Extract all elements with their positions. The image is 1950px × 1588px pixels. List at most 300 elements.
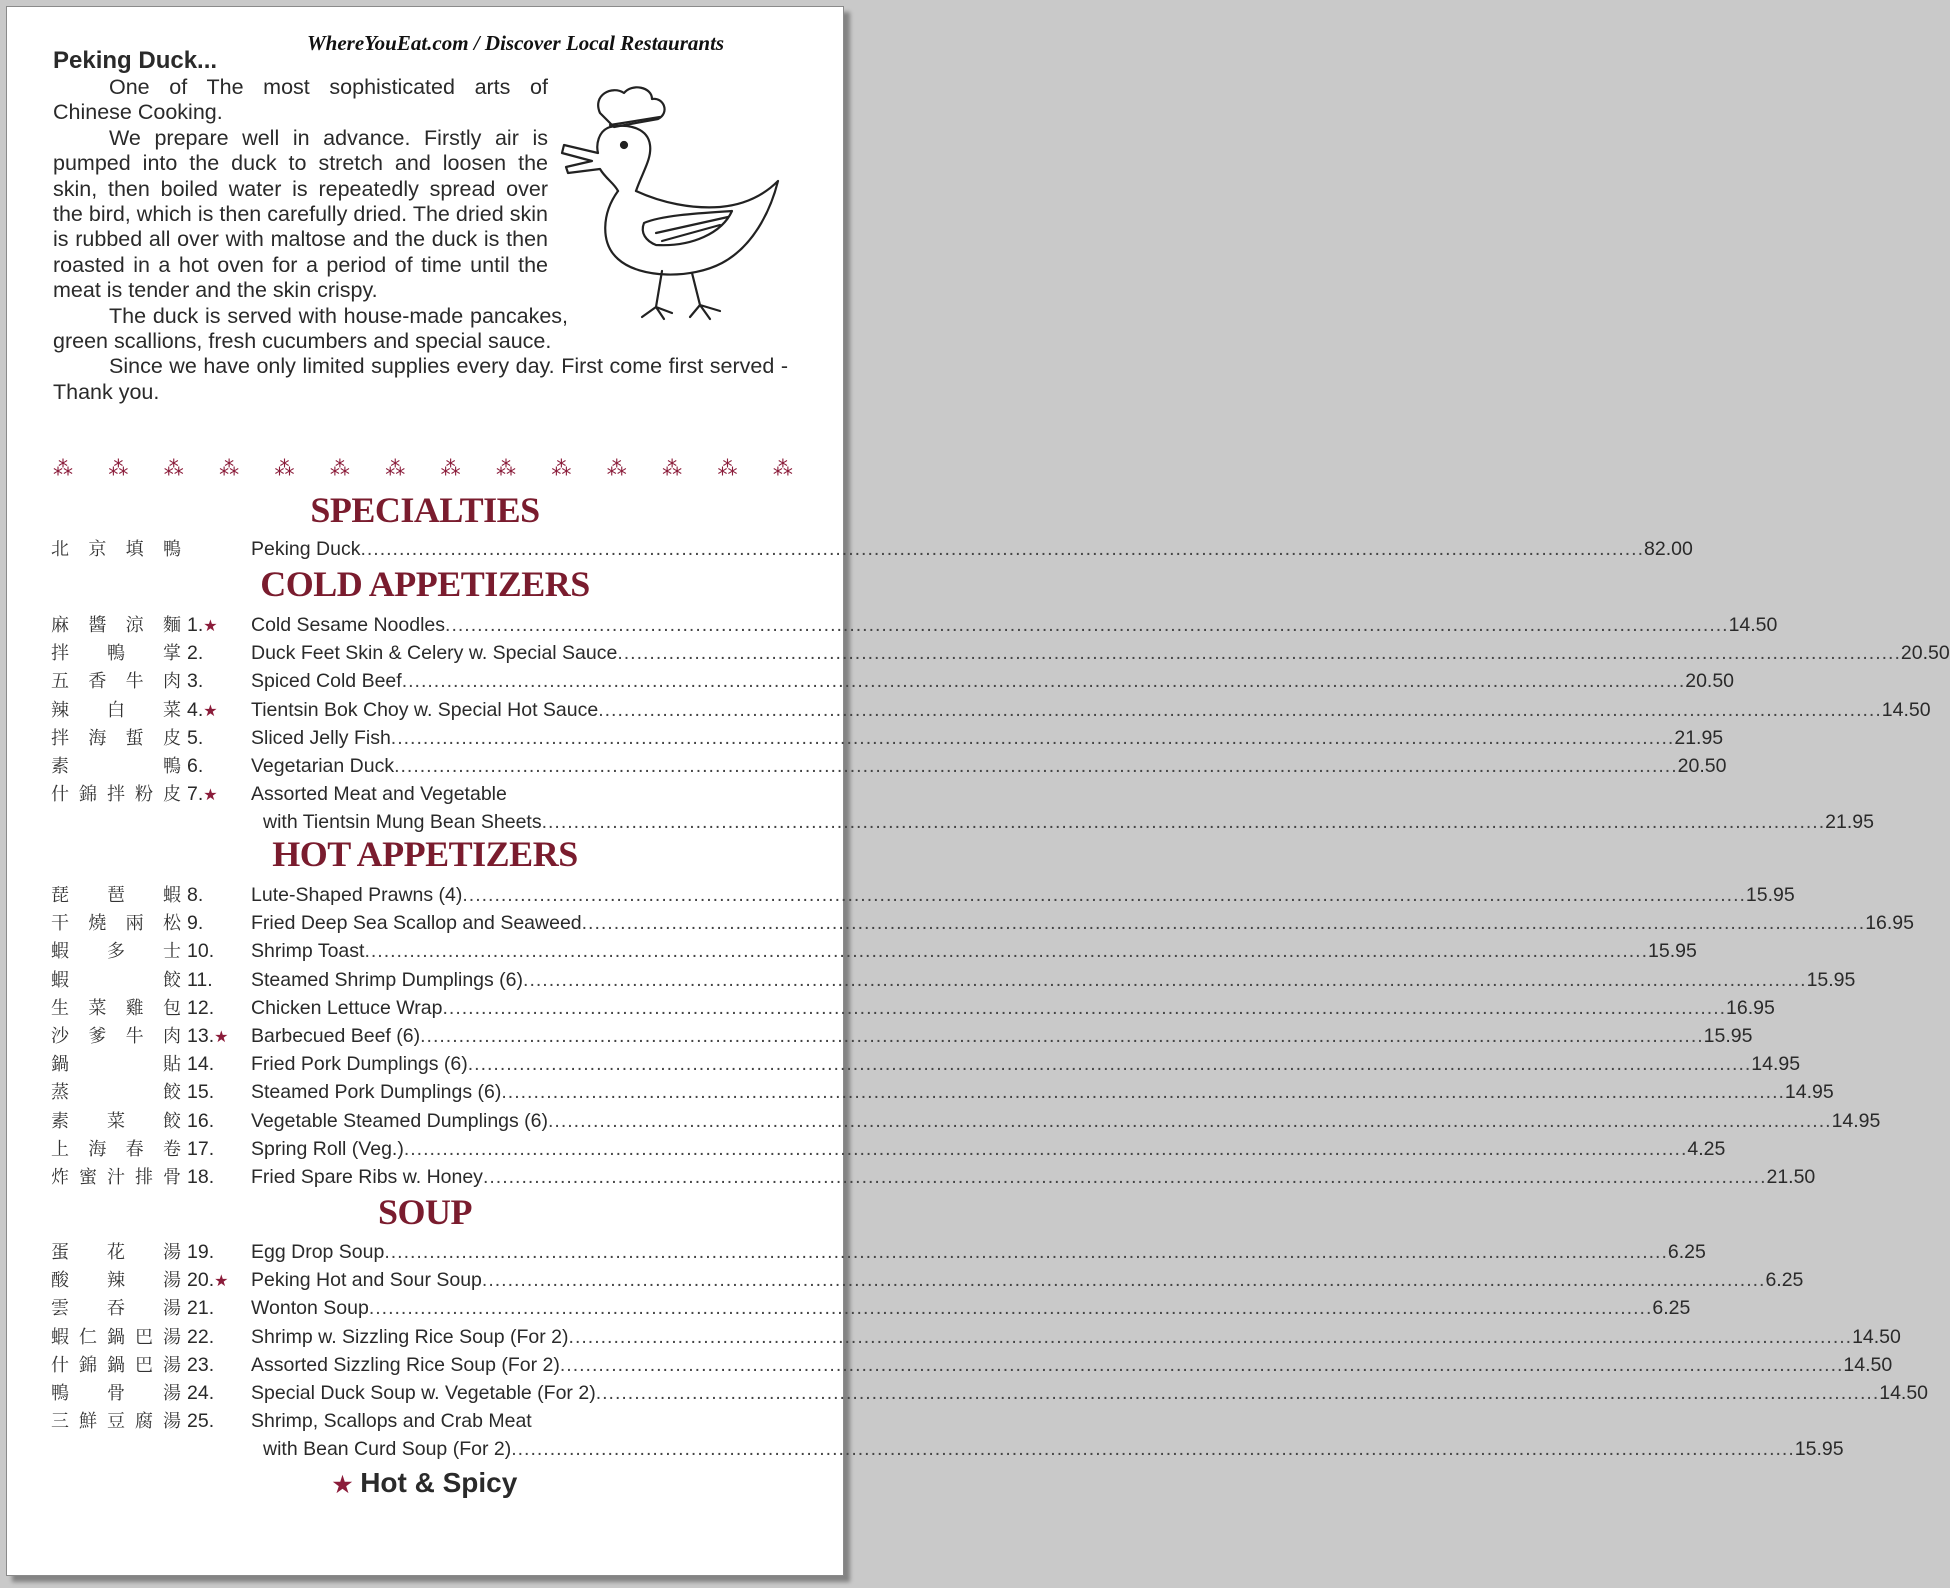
dot-leader: ........................................................................................................................................................................................................ (384, 1241, 1668, 1263)
chinese-character: 醬 (88, 615, 107, 635)
chinese-character: 琵 (51, 885, 69, 905)
menu-item (7, 1323, 1901, 1351)
item-name: Assorted Meat and Vegetable (251, 783, 507, 806)
chinese-name (51, 1266, 181, 1294)
item-name-line (251, 937, 1697, 965)
menu-item (7, 1266, 1804, 1294)
dot-leader: ........................................................................................................................................................................................................ (598, 698, 1882, 721)
star-icon: ★ (214, 1273, 229, 1291)
chinese-name (51, 611, 181, 639)
chinese-character: 蝦 (51, 1326, 69, 1347)
item-number-text: 20. (187, 1269, 215, 1292)
dot-leader: ........................................................................................................................................................................................................ (360, 538, 1645, 560)
chinese-character: 鴨 (162, 539, 181, 559)
item-name-line (251, 881, 1795, 909)
item-number (187, 1135, 227, 1163)
chinese-character: 蝦 (163, 885, 181, 905)
chinese-character: 拌 (51, 727, 69, 748)
chinese-character: 鴨 (107, 643, 125, 664)
chinese-name (51, 909, 181, 937)
item-name-line (251, 994, 1775, 1022)
chinese-name (51, 966, 181, 994)
item-number (187, 1238, 227, 1266)
item-number (187, 909, 227, 937)
item-name: Shrimp Toast (251, 940, 365, 963)
chinese-character: 蝦 (51, 941, 69, 962)
chinese-character: 菜 (107, 1110, 125, 1131)
chinese-character: 麵 (162, 615, 181, 635)
item-name: Steamed Pork Dumplings (6) (251, 1081, 502, 1104)
ornament-divider (53, 459, 793, 479)
item-name: Chicken Lettuce Wrap (251, 996, 443, 1019)
site-watermark: WhereYouEat.com / Discover Local Restaurants (307, 31, 725, 55)
item-number (187, 1294, 227, 1322)
section-title-cold-appetizers: COLD APPETIZERS (260, 564, 590, 604)
chinese-name (51, 1323, 181, 1351)
ornament-icon: ⁂ (53, 458, 73, 480)
chinese-character: 涼 (125, 615, 144, 635)
chinese-character: 菜 (163, 699, 181, 720)
item-name: Spiced Cold Beef (251, 670, 402, 693)
dot-leader: ........................................................................................................................................................................................................ (442, 996, 1727, 1019)
dot-leader: ........................................................................................................................................................................................................ (617, 642, 1901, 665)
dot-leader: ........................................................................................................................................................................................................ (482, 1166, 1767, 1188)
item-name: Fried Spare Ribs w. Honey (251, 1166, 483, 1188)
chinese-character: 蜜 (79, 1167, 97, 1187)
dot-leader: ........................................................................................................................................................................................................ (467, 1053, 1752, 1076)
item-name-line (251, 752, 1727, 780)
ornament-icon: ⁂ (163, 458, 184, 480)
menu-item (7, 1022, 1753, 1050)
dot-leader: ........................................................................................................................................................................................................ (368, 1297, 1653, 1320)
item-name: Shrimp, Scallops and Crab Meat (251, 1410, 532, 1433)
item-name: Steamed Shrimp Dumplings (6) (251, 968, 524, 991)
chinese-character: 汁 (107, 1167, 125, 1187)
menu-item (7, 1294, 1691, 1322)
chinese-name (51, 1107, 181, 1135)
chinese-character: 辣 (51, 699, 69, 720)
chinese-character: 牛 (125, 1026, 144, 1046)
chinese-character: 骨 (163, 1167, 181, 1187)
dot-leader: ........................................................................................................................................................................................................ (420, 1025, 1704, 1047)
chinese-character: 豆 (107, 1411, 125, 1432)
item-number-text: 16. (187, 1109, 215, 1132)
item-price: 14.95 (1751, 1053, 1801, 1076)
chinese-character: 兩 (125, 913, 144, 934)
item-price: 20.50 (1677, 755, 1727, 777)
menu-item (7, 1107, 1881, 1135)
item-price: 14.50 (1852, 1325, 1901, 1348)
dot-leader: ........................................................................................................................................................................................................ (581, 912, 1866, 935)
chinese-name (51, 1379, 181, 1407)
item-price: 14.50 (1881, 698, 1931, 721)
item-name-continuation: with Bean Curd Soup (For 2) (263, 1438, 512, 1461)
item-name: Spring Roll (Veg.) (251, 1137, 404, 1160)
item-number (187, 966, 227, 994)
chinese-character: 湯 (163, 1298, 181, 1319)
star-icon: ★ (203, 702, 218, 720)
item-number (187, 994, 227, 1022)
chinese-character: 蒸 (51, 1082, 69, 1103)
item-number-text: 5. (187, 726, 204, 749)
chinese-character: 士 (163, 941, 181, 962)
chinese-character: 爹 (88, 1026, 107, 1046)
section-title-soup: SOUP (377, 1192, 472, 1232)
chinese-name (51, 752, 181, 780)
menu-item (7, 909, 1914, 937)
menu-item (7, 966, 1856, 994)
chinese-character: 餃 (163, 1110, 181, 1131)
menu-item (7, 752, 1727, 780)
item-number-text: 8. (187, 884, 204, 906)
chinese-character: 皮 (162, 727, 181, 748)
item-price: 20.50 (1685, 670, 1735, 693)
item-name: Peking Duck (251, 538, 361, 560)
item-name: Sliced Jelly Fish (251, 726, 391, 749)
dot-leader: ........................................................................................................................................................................................................ (595, 1382, 1880, 1404)
item-price: 14.50 (1843, 1353, 1893, 1376)
star-icon: ★ (203, 618, 218, 635)
item-name-line (251, 1163, 1816, 1191)
section-title-specialties: SPECIALTIES (310, 490, 540, 530)
dot-leader: ........................................................................................................................................................................................................ (462, 884, 1746, 906)
item-price: 14.50 (1879, 1382, 1929, 1404)
item-number-text: 15. (187, 1081, 215, 1104)
item-name-line (251, 780, 771, 808)
ornament-icon: ⁂ (606, 458, 627, 480)
chinese-character: 仁 (79, 1326, 97, 1347)
star-icon: ★ (203, 787, 218, 805)
item-number (187, 1050, 227, 1078)
chinese-name (51, 1050, 181, 1078)
ornament-icon: ⁂ (662, 458, 683, 480)
item-name-line (251, 724, 1724, 752)
chinese-character: 拌 (51, 643, 69, 664)
chef-duck-illustration (552, 83, 787, 328)
dot-leader: ........................................................................................................................................................................................................ (394, 755, 1678, 777)
chinese-character: 骨 (107, 1383, 125, 1403)
dot-leader: ........................................................................................................................................................................................................ (548, 1109, 1832, 1132)
item-name: Wonton Soup (251, 1297, 369, 1320)
menu-item (7, 667, 1735, 695)
item-number (187, 1078, 227, 1106)
menu-item (7, 780, 843, 808)
chinese-name (51, 1294, 181, 1322)
chinese-character: 牛 (125, 671, 144, 692)
item-name-line (251, 909, 1914, 937)
chinese-character: 鴨 (51, 1383, 69, 1403)
chinese-character: 花 (107, 1242, 125, 1262)
item-number-text: 24. (187, 1382, 215, 1404)
chinese-character: 酸 (51, 1270, 69, 1291)
item-name-line (251, 1022, 1753, 1050)
dot-leader: ........................................................................................................................................................................................................ (403, 1137, 1688, 1160)
item-price: 15.95 (1794, 1438, 1844, 1461)
chinese-character: 素 (51, 756, 69, 776)
item-number-text: 2. (187, 642, 204, 665)
chinese-character: 鍋 (51, 1054, 69, 1075)
chinese-character: 干 (51, 913, 69, 934)
section-title-hot-appetizers: HOT APPETIZERS (272, 834, 578, 874)
item-name-line (251, 1294, 1691, 1322)
item-name-line (263, 1435, 1844, 1463)
chinese-character: 海 (88, 727, 107, 748)
chinese-character: 包 (162, 997, 181, 1018)
dot-leader: ........................................................................................................................................................................................................ (390, 726, 1675, 749)
chinese-name (51, 994, 181, 1022)
chinese-character: 湯 (163, 1354, 181, 1375)
item-number-text: 4. (187, 698, 204, 721)
item-number (187, 780, 227, 810)
item-number (187, 1022, 227, 1052)
item-name-line (251, 696, 1931, 724)
intro-paragraph-1: One of The most sophisticated arts of Chinese Cooking. (53, 75, 548, 125)
chinese-character: 香 (88, 671, 107, 692)
chinese-character: 素 (51, 1110, 69, 1131)
ornament-icon: ⁂ (496, 458, 516, 480)
item-name-line (251, 966, 1856, 994)
chinese-character: 多 (107, 941, 125, 962)
star-icon: ★ (332, 1472, 353, 1497)
item-number-text: 14. (187, 1053, 215, 1076)
chinese-name (51, 696, 181, 724)
chinese-character: 湯 (163, 1326, 181, 1347)
chinese-character: 菜 (88, 997, 107, 1018)
chinese-name (51, 1078, 181, 1106)
item-number (187, 696, 227, 726)
dot-leader: ........................................................................................................................................................................................................ (401, 670, 1686, 693)
star-icon: ★ (214, 1029, 229, 1046)
menu-page (6, 6, 1950, 1576)
item-name-line (251, 1050, 1801, 1078)
item-number (187, 1107, 227, 1135)
item-name: Vegetarian Duck (251, 755, 395, 777)
ornament-icon: ⁂ (440, 458, 461, 480)
chinese-name (51, 667, 181, 695)
item-number-text: 22. (187, 1325, 215, 1348)
chinese-character: 餃 (163, 969, 181, 990)
chinese-character: 鮮 (79, 1411, 97, 1432)
chinese-character: 鴨 (163, 756, 181, 776)
item-name-line (251, 667, 1735, 695)
item-name-line (251, 1107, 1881, 1135)
chinese-character: 肉 (162, 1026, 181, 1046)
chinese-character: 湯 (163, 1411, 181, 1432)
chinese-character: 三 (51, 1411, 69, 1432)
chinese-character: 肉 (162, 671, 181, 692)
dot-leader: ........................................................................................................................................................................................................ (523, 968, 1807, 991)
chinese-character: 北 (51, 539, 69, 559)
chinese-character: 湯 (163, 1242, 181, 1262)
ornament-icon: ⁂ (274, 458, 295, 480)
item-price: 6.25 (1667, 1241, 1706, 1263)
chinese-name (51, 1163, 181, 1191)
dot-leader: ........................................................................................................................................................................................................ (481, 1269, 1766, 1292)
item-number-text: 3. (187, 670, 204, 693)
item-number (187, 1351, 227, 1379)
chinese-character: 粉 (135, 784, 153, 805)
chinese-name (51, 1407, 181, 1435)
chinese-character: 腐 (135, 1411, 153, 1432)
item-price: 14.50 (1728, 614, 1778, 636)
chinese-character: 上 (51, 1138, 69, 1159)
item-name-line (251, 1379, 1929, 1407)
menu-item (7, 1135, 1726, 1163)
menu-item (7, 1163, 1816, 1191)
item-number-text: 9. (187, 912, 204, 935)
item-name-line (251, 611, 1778, 639)
item-name-line (251, 1266, 1804, 1294)
chinese-name (51, 1238, 181, 1266)
menu-item (7, 639, 1950, 667)
chinese-name (51, 1351, 181, 1379)
chinese-character: 生 (51, 997, 69, 1018)
ornament-icon: ⁂ (329, 458, 350, 480)
item-name: Fried Pork Dumplings (6) (251, 1053, 468, 1076)
chinese-character: 錦 (79, 1354, 97, 1375)
item-price: 16.95 (1726, 996, 1775, 1019)
menu-item (7, 535, 1693, 563)
chinese-name (51, 937, 181, 965)
item-price: 21.95 (1674, 726, 1724, 749)
item-number-text: 10. (187, 940, 215, 963)
chinese-character: 填 (125, 539, 144, 559)
item-number-text: 23. (187, 1353, 215, 1376)
dot-leader: ........................................................................................................................................................................................................ (541, 811, 1826, 834)
item-name-line (251, 1323, 1901, 1351)
item-name: Shrimp w. Sizzling Rice Soup (For 2) (251, 1325, 569, 1348)
chinese-name (51, 535, 181, 563)
chinese-character: 京 (88, 539, 107, 559)
item-name-line (251, 639, 1950, 667)
item-name: Assorted Sizzling Rice Soup (For 2) (251, 1353, 560, 1376)
menu-item (7, 994, 1775, 1022)
chinese-character: 炸 (51, 1167, 69, 1187)
dot-leader: ........................................................................................................................................................................................................ (568, 1325, 1853, 1348)
ornament-icon: ⁂ (772, 458, 793, 480)
chinese-character: 皮 (163, 784, 181, 805)
item-name-continuation: with Tientsin Mung Bean Sheets (263, 811, 542, 834)
item-name: Vegetable Steamed Dumplings (6) (251, 1109, 549, 1132)
chinese-name (51, 881, 181, 909)
item-number (187, 724, 227, 752)
menu-item (7, 611, 1778, 639)
item-name: Tientsin Bok Choy w. Special Hot Sauce (251, 698, 599, 721)
ornament-icon: ⁂ (219, 458, 240, 480)
item-name: Cold Sesame Noodles (251, 614, 446, 636)
item-number-text: 21. (187, 1297, 215, 1320)
chinese-character: 什 (51, 1354, 69, 1375)
item-name: Egg Drop Soup (251, 1241, 385, 1263)
chinese-character: 蜇 (125, 727, 144, 748)
item-name-line (251, 1078, 1834, 1106)
hot-spicy-legend (7, 1467, 843, 1499)
menu-item (7, 696, 1931, 724)
item-name-line (251, 1351, 1893, 1379)
chinese-character: 掌 (163, 643, 181, 664)
dot-leader: ........................................................................................................................................................................................................ (501, 1081, 1785, 1104)
item-number (187, 611, 227, 641)
ornament-icon: ⁂ (551, 458, 572, 480)
chinese-character: 拌 (107, 784, 125, 805)
item-number (187, 937, 227, 965)
dot-leader: ........................................................................................................................................................................................................ (559, 1353, 1844, 1376)
item-number (187, 1163, 227, 1191)
menu-item (7, 881, 1795, 909)
item-number-text: 25. (187, 1410, 215, 1433)
item-number (187, 639, 227, 667)
chinese-name (51, 639, 181, 667)
item-number (187, 1323, 227, 1351)
chinese-name (51, 780, 181, 808)
chinese-character: 鍋 (107, 1326, 125, 1347)
item-number (187, 667, 227, 695)
item-number-text: 7. (187, 783, 204, 806)
chinese-character: 松 (162, 913, 181, 934)
item-price: 6.25 (1765, 1269, 1804, 1292)
chinese-character: 辣 (107, 1270, 125, 1291)
chinese-character: 麻 (51, 615, 69, 635)
menu-item (7, 1407, 843, 1435)
legend-label: Hot & Spicy (360, 1467, 518, 1498)
chinese-character: 巴 (135, 1354, 153, 1375)
menu-item (7, 1050, 1801, 1078)
intro-paragraph-3: The duck is served with house-made pancakes, green scallions, fresh cucumbers and special sauce. (53, 303, 568, 354)
intro-paragraph-4: Since we have only limited supplies every day. First come first served - Thank you. (53, 354, 788, 404)
ornament-icon: ⁂ (717, 458, 738, 480)
chinese-character: 琶 (107, 885, 125, 905)
item-price: 20.50 (1900, 642, 1950, 665)
item-number-text: 19. (187, 1241, 215, 1263)
item-number-text: 12. (187, 996, 215, 1019)
menu-item-continuation (7, 1435, 1844, 1463)
chinese-character: 貼 (163, 1054, 181, 1075)
chinese-character: 沙 (51, 1026, 69, 1046)
menu-item (7, 1078, 1834, 1106)
item-name: Peking Hot and Sour Soup (251, 1269, 482, 1292)
item-price: 14.95 (1831, 1109, 1881, 1132)
menu-item (7, 1238, 1706, 1266)
chinese-character: 白 (107, 699, 125, 720)
item-price: 15.95 (1703, 1025, 1753, 1047)
chinese-character: 燒 (88, 913, 107, 934)
chinese-character: 雲 (51, 1298, 69, 1319)
chinese-character: 餃 (163, 1082, 181, 1103)
item-number (187, 1266, 227, 1296)
chinese-character: 雞 (125, 997, 144, 1018)
item-name: Special Duck Soup w. Vegetable (For 2) (251, 1382, 596, 1404)
dot-leader: ........................................................................................................................................................................................................ (445, 614, 1729, 636)
item-number-text: 13. (187, 1025, 215, 1047)
ornament-icon: ⁂ (385, 458, 406, 480)
item-price: 15.95 (1745, 884, 1795, 906)
item-number-text: 18. (187, 1166, 215, 1188)
item-name-line (251, 1407, 771, 1435)
chinese-character: 春 (125, 1138, 144, 1159)
chinese-name (51, 1135, 181, 1163)
chinese-character: 鍋 (107, 1354, 125, 1375)
chinese-character: 五 (51, 671, 69, 692)
item-number (187, 881, 227, 909)
item-price: 14.95 (1784, 1081, 1834, 1104)
item-number (187, 1379, 227, 1407)
item-price: 6.25 (1652, 1297, 1691, 1320)
item-name: Fried Deep Sea Scallop and Seaweed (251, 912, 582, 935)
item-price: 15.95 (1806, 968, 1856, 991)
item-price: 21.50 (1766, 1166, 1816, 1188)
item-number-text: 1. (187, 614, 204, 636)
menu-item (7, 724, 1724, 752)
